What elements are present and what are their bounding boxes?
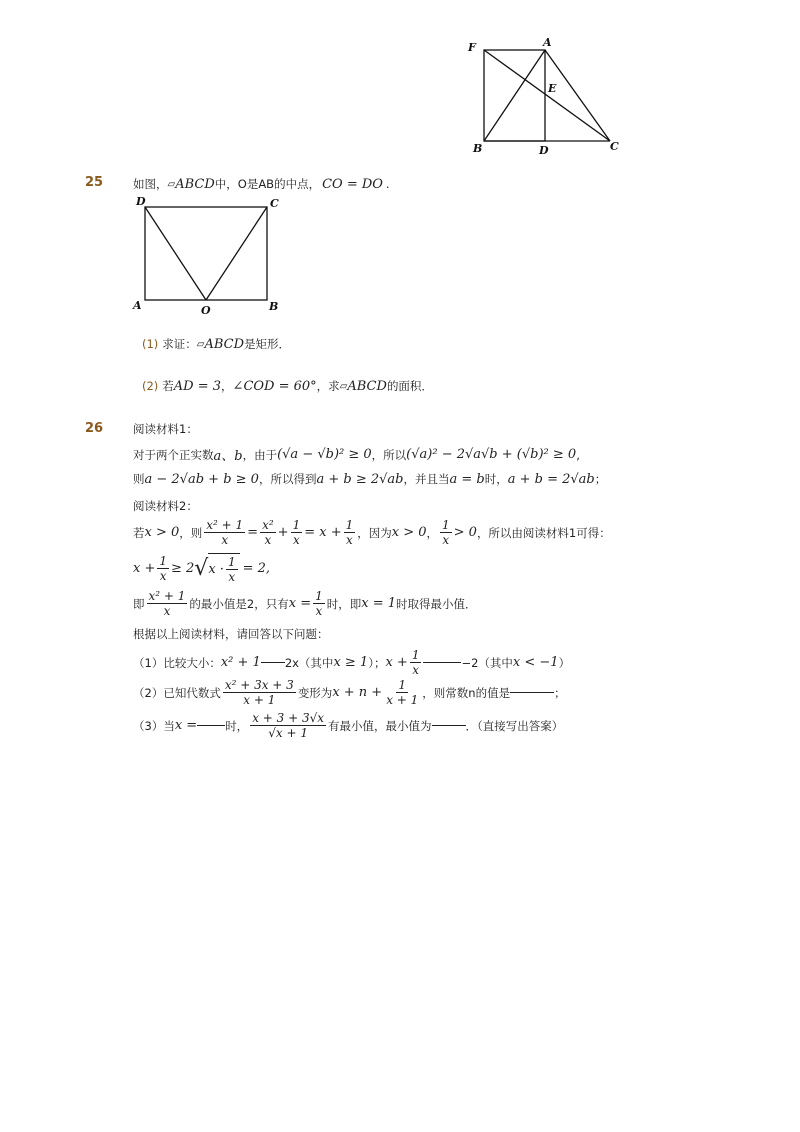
rect-ABCD <box>145 207 267 300</box>
q25-part1 <box>142 336 290 352</box>
text: ； <box>554 685 566 700</box>
math: = 2, <box>242 561 271 576</box>
label-D: D <box>539 144 549 157</box>
q26-line3 <box>133 471 606 487</box>
fraction: $\frac{\text{x² + 1}}{x}$ <box>148 589 186 618</box>
q25-part2-text: 若 <box>162 379 174 393</box>
q26-line8: 根据以上阅读材料，请回答以下问题： <box>133 627 329 641</box>
q25-part1-text: 求证： <box>162 337 197 351</box>
math: x > 0 <box>144 525 180 540</box>
label-O: O <box>201 304 211 317</box>
text: ．（直接写出答案） <box>465 718 564 733</box>
answer-blank-1b[interactable] <box>423 662 461 663</box>
text: 有最小值，最小值为 <box>328 718 432 733</box>
q25-stem-text: 如图， <box>133 177 168 191</box>
math: x = 1 <box>361 596 396 611</box>
text: 变形为 <box>297 685 333 700</box>
parallelogram-icon: ▱ <box>339 380 348 392</box>
q25-part2-ad: AD = 3 <box>173 378 222 394</box>
text: ） <box>558 655 571 670</box>
label-B: B <box>473 142 483 155</box>
sqrt-sign: √ <box>194 555 209 581</box>
math: + <box>277 525 289 540</box>
q25-part2-abcd: ABCD <box>347 378 387 394</box>
q26-material1-title: 阅读材料1： <box>133 422 198 436</box>
text: ，所以得到 <box>258 472 317 486</box>
math: > 0 <box>453 525 477 540</box>
q26-line6 <box>133 553 270 584</box>
text: 则 <box>133 472 145 486</box>
text: ； <box>594 472 607 486</box>
text: ，则 <box>179 525 203 540</box>
math: a + b = 2√ab <box>507 471 595 487</box>
text: ，所以由阅读材料1可得： <box>476 525 611 540</box>
text: ， <box>426 525 438 540</box>
segment-AC <box>545 50 610 141</box>
q25-part2-number: (2) <box>142 379 159 393</box>
fraction: $\frac{1}{x}$ <box>159 554 167 583</box>
segment-FC <box>484 50 610 141</box>
parallelogram-icon: ▱ <box>196 338 205 350</box>
q26-line5 <box>133 518 611 547</box>
math: x < −1 <box>512 655 559 670</box>
text: 2x（其中 <box>284 655 334 670</box>
math: a = b <box>449 471 485 487</box>
text: ）； <box>368 655 386 670</box>
label-C: C <box>610 140 619 153</box>
math: x > 0 <box>391 525 427 540</box>
q26-line2 <box>133 445 580 464</box>
label-D: D <box>136 195 146 208</box>
fraction: $\frac{\text{x² + 3x + 3}}{x + 1}$ <box>224 678 294 707</box>
text: 对于两个正实数 <box>133 447 214 462</box>
fraction: $\frac{1}{x + 1}$ <box>386 678 419 707</box>
math: x + n + <box>332 685 383 700</box>
q25-stem-condition: CO = DO <box>322 176 383 192</box>
math: (√a)² − 2√a√b + (√b)² ≥ 0 <box>406 447 577 462</box>
label-E: E <box>548 82 557 95</box>
text: 时，即 <box>326 596 362 611</box>
q25-part1-number: (1) <box>142 337 159 351</box>
segment-DO <box>145 207 206 300</box>
q25-part1-abcd: ABCD <box>204 336 245 352</box>
q25-part2-angle: ∠COD = 60° <box>232 378 317 394</box>
segment-BA <box>484 50 545 141</box>
text: 若 <box>133 525 145 540</box>
answer-blank-3a[interactable] <box>197 725 225 726</box>
question-number-26: 26 <box>85 421 104 436</box>
answer-blank-2[interactable] <box>510 692 554 693</box>
q25-stem-end: . <box>385 177 390 191</box>
q25-part1-text2: 是矩形． <box>244 337 291 351</box>
q25-stem-text3: O是AB的中点， <box>237 177 321 191</box>
text: ，因为 <box>357 525 392 540</box>
sqrt-body <box>208 553 239 584</box>
text: 时， <box>225 718 249 733</box>
text: ，则常数n的值是 <box>422 685 511 700</box>
text: 即 <box>133 596 145 611</box>
label-A: A <box>133 299 142 312</box>
math: = x + <box>304 525 342 540</box>
label-C: C <box>270 197 279 210</box>
fraction: $\frac{\text{x²}}{x}$ <box>262 518 274 547</box>
answer-blank-1a[interactable] <box>261 662 285 663</box>
text: （3）当 <box>133 718 175 733</box>
math: a + b ≥ 2√ab <box>316 471 404 487</box>
q26-sub3 <box>133 711 563 740</box>
q25-part2-text3: 的面积． <box>386 379 433 393</box>
label-A: A <box>543 36 552 49</box>
text: , <box>576 447 580 462</box>
fraction: $\frac{1}{x}$ <box>345 518 354 547</box>
q26-material2-title: 阅读材料2： <box>133 499 198 513</box>
text: （2）已知代数式 <box>133 685 221 700</box>
math: a − 2√ab + b ≥ 0 <box>144 471 259 487</box>
math: x + <box>385 655 408 670</box>
math: (√a − √b)² ≥ 0 <box>277 447 372 462</box>
text: （1）比较大小： <box>133 655 221 670</box>
label-F: F <box>468 41 476 54</box>
parallelogram-icon: ▱ <box>167 178 176 190</box>
label-B: B <box>269 300 279 313</box>
text: ，并且当 <box>403 472 450 486</box>
math: a、b <box>213 449 243 464</box>
question-number-25: 25 <box>85 175 104 190</box>
text: −2（其中 <box>461 655 513 670</box>
text: 时取得最小值． <box>396 596 477 611</box>
fraction: $\frac{1}{x}$ <box>442 518 450 547</box>
text: ，所以 <box>371 447 407 462</box>
segment-CO <box>206 207 267 300</box>
fraction: $\frac{1}{x}$ <box>315 589 323 618</box>
fraction: $\frac{x + 3 + 3√x}{√x + 1}$ <box>252 711 325 740</box>
fraction: $\frac{\text{x² + 1}}{x}$ <box>206 518 244 547</box>
q25-stem-abcd: ABCD <box>175 176 215 192</box>
q25-part2-text2: ，求 <box>316 379 340 393</box>
math: x ≥ 1 <box>333 655 369 670</box>
q26-line7 <box>133 589 477 618</box>
fraction: $\frac{1}{x}$ <box>292 518 301 547</box>
math: ≥ 2 <box>171 561 195 576</box>
math: x = <box>288 596 312 611</box>
text: 时， <box>484 472 508 486</box>
q25-stem-text2: 中， <box>214 177 238 191</box>
answer-blank-3b[interactable] <box>432 725 466 726</box>
q26-sub2 <box>133 678 566 707</box>
fraction: $\frac{1}{x}$ <box>411 648 420 677</box>
q25-geometry-figure <box>130 190 285 320</box>
fraction: $\frac{1}{x}$ <box>227 555 236 584</box>
text: 的最小值是2，只有 <box>189 596 289 611</box>
math: x + <box>133 561 156 576</box>
math: x² + 1 <box>220 655 261 670</box>
math: x = <box>174 718 198 733</box>
q26-sub1 <box>133 648 570 677</box>
math: x · <box>208 562 224 577</box>
math: = <box>247 525 259 540</box>
top-geometry-figure <box>460 35 630 160</box>
q25-part2-comma: ， <box>221 379 233 393</box>
text: ，由于 <box>242 447 278 462</box>
q25-part2 <box>142 378 433 394</box>
